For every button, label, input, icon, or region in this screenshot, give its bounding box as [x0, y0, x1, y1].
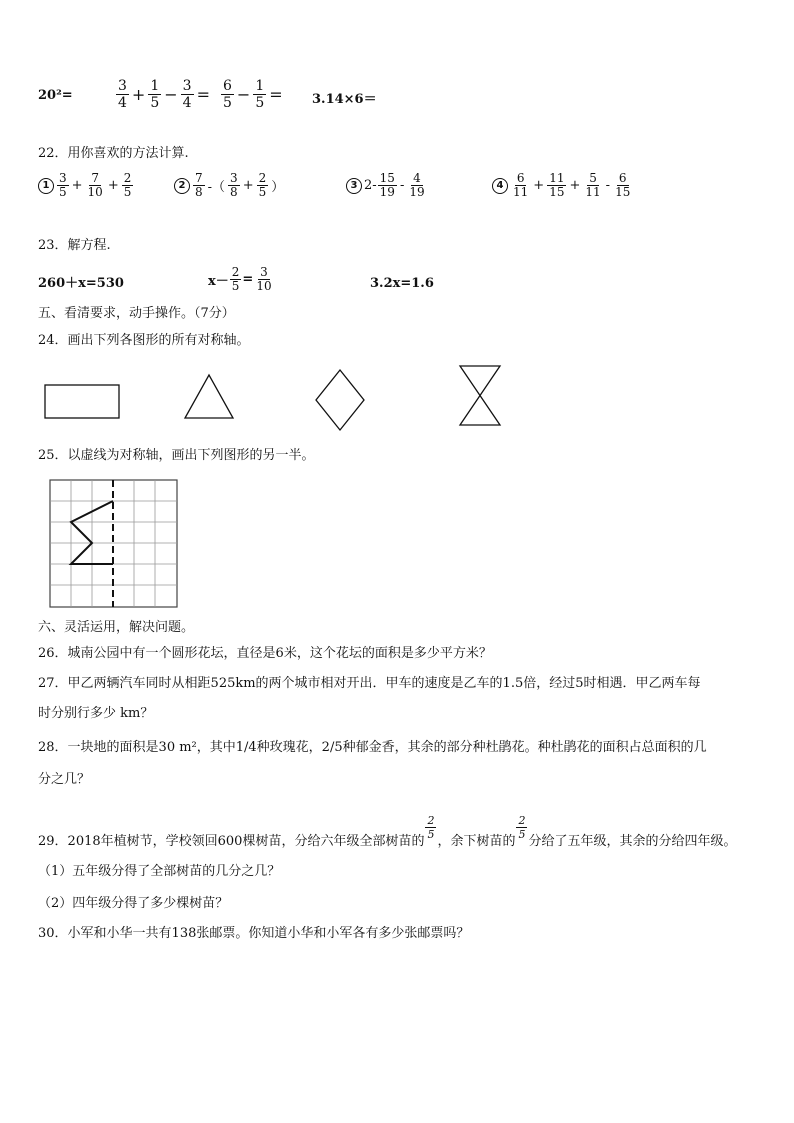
q29-line-1: 29．2018年植树节，学校领回600棵树苗，分给六年级全部树苗的 $\frac{2}{5}$ ，余下树苗的 $\frac{2}{5}$ 分给了五年级，其余的分给四年级。: [38, 814, 737, 849]
fraction: $\frac{15}{19}$: [379, 171, 395, 199]
fraction: $\frac{6}{5}$: [223, 78, 232, 111]
section-5-heading: 五、看清要求，动手操作。（7分）: [38, 306, 235, 321]
circled-number: 2: [174, 178, 190, 194]
q25-title: 25．以虚线为对称轴，画出下列图形的另一半。: [38, 448, 315, 463]
q29-sub-question-1: （1）五年级分得了全部树苗的几分之几？: [38, 864, 281, 879]
fraction: $\frac{4}{19}$: [409, 171, 425, 199]
top-row-item-3: $\frac{6}{5}$ − $\frac{1}{5}$ =: [223, 78, 283, 111]
q24-title: 24．画出下列各图形的所有对称轴。: [38, 333, 250, 348]
q27-line-2: 时分别行多少 km？: [38, 706, 154, 721]
fraction: $\frac{2}{5}$: [518, 814, 526, 841]
q28-line-1: 28．一块地的面积是30 m²，其中1/4种玫瑰花，2/5种郁金香，其余的部分种杜鹃花。种杜鹃花的面积占总面积的几: [38, 740, 707, 755]
q22-item-1: 1 $\frac{3}{5}$ + $\frac{7}{10}$ + $\frac{2}{5}$: [38, 172, 134, 199]
fraction: $\frac{3}{10}$: [256, 265, 272, 293]
section-6-heading: 六、灵活运用，解决问题。: [38, 620, 195, 635]
q22-item-4: 4 $\frac{6}{11}$ + $\frac{11}{15}$ + $\frac{5}{11}$ - $\frac{6}{15}$: [492, 172, 633, 199]
fraction: $\frac{11}{15}$: [549, 171, 565, 199]
q23-equation-1: 260＋x=530: [38, 276, 124, 291]
fraction: $\frac{7}{10}$: [87, 171, 103, 199]
fraction: $\frac{2}{5}$: [123, 171, 132, 199]
fraction: $\frac{7}{8}$: [195, 171, 203, 199]
top-row-item-4: 3.14×6＝: [312, 92, 377, 107]
fraction: $\frac{3}{4}$: [118, 78, 127, 111]
q23-equation-3: 3.2x=1.6: [370, 276, 434, 291]
fraction: $\frac{2}{5}$: [427, 814, 435, 841]
q27-line-1: 27．甲乙两辆汽车同时从相距525km的两个城市相对开出．甲车的速度是乙车的1.5倍，经过5时相遇．甲乙两车每: [38, 676, 701, 691]
circled-number: 4: [492, 178, 508, 194]
q26-text: 26．城南公园中有一个圆形花坛，直径是6米，这个花坛的面积是多少平方米？: [38, 646, 492, 661]
q22-item-3: 3 2- $\frac{15}{19}$ - $\frac{4}{19}$: [346, 172, 428, 199]
fraction: $\frac{1}{5}$: [255, 78, 265, 111]
fraction: $\frac{3}{8}$: [230, 171, 238, 199]
fraction: $\frac{3}{5}$: [59, 171, 67, 199]
q22-item-2: 2 $\frac{7}{8}$ -（ $\frac{3}{8}$ + $\frac{2}{5}$ ）: [174, 172, 286, 199]
fraction: $\frac{2}{5}$: [231, 265, 240, 293]
top-row-item-2: $\frac{3}{4}$ + $\frac{1}{5}$ − $\frac{3}{4}$ =: [118, 78, 210, 111]
fraction: $\frac{6}{15}$: [615, 171, 631, 199]
circled-number: 1: [38, 178, 54, 194]
q29-sub-question-2: （2）四年级分得了多少棵树苗？: [38, 896, 229, 911]
q22-title: 22．用你喜欢的方法计算.: [38, 146, 189, 161]
fraction: $\frac{2}{5}$: [258, 171, 267, 199]
fraction: $\frac{6}{11}$: [513, 171, 529, 199]
grid-border: [50, 480, 177, 607]
square-expression: 20²=: [38, 88, 73, 103]
grid-lines: [50, 480, 177, 607]
fraction: $\frac{1}{5}$: [150, 78, 160, 111]
q28-line-2: 分之几？: [38, 772, 91, 787]
q23-title: 23．解方程.: [38, 238, 111, 253]
q30-text: 30．小军和小华一共有138张邮票。你知道小华和小军各有多少张邮票吗？: [38, 926, 470, 941]
q23-equation-2: x－ $\frac{2}{5}$ = $\frac{3}{10}$: [208, 265, 272, 293]
fraction: $\frac{5}{11}$: [585, 171, 601, 199]
circled-number: 3: [346, 178, 362, 194]
fraction: $\frac{3}{4}$: [182, 78, 192, 111]
